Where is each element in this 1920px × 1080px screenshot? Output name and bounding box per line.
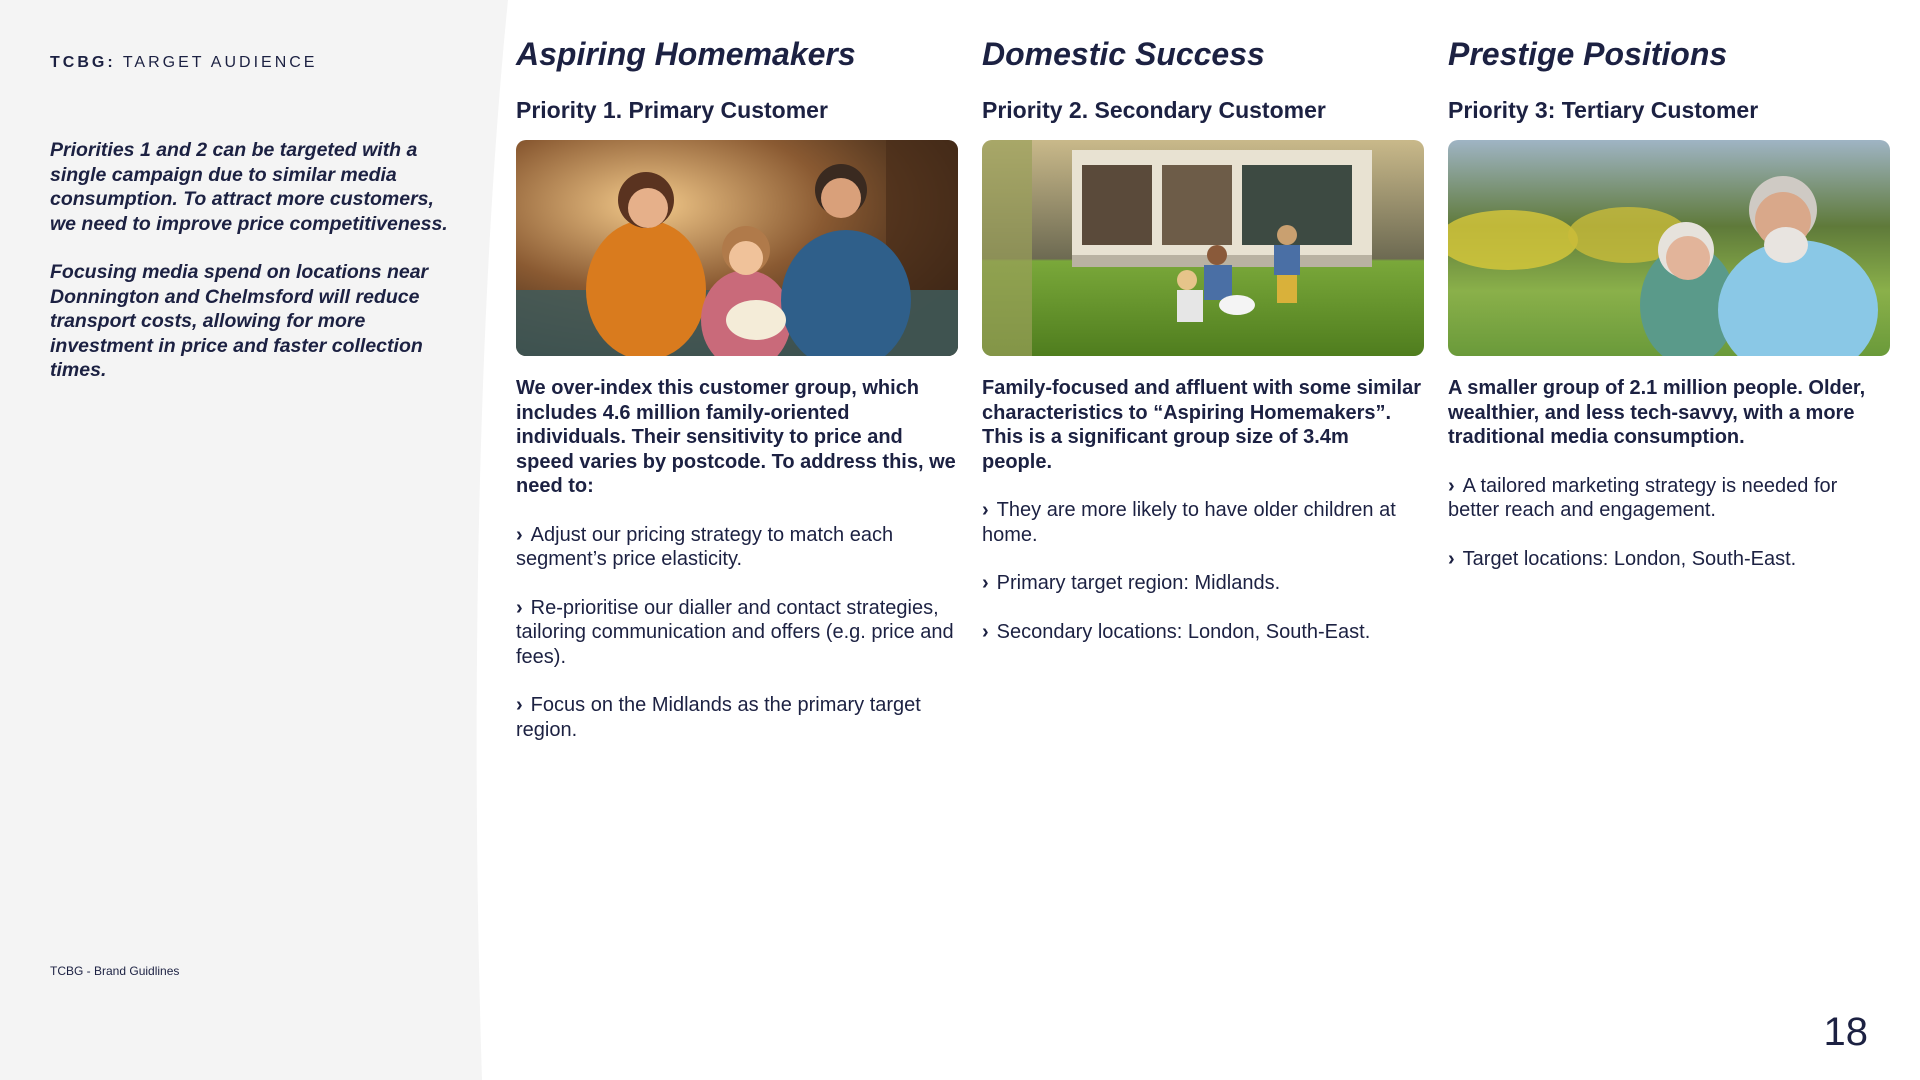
column-title: Aspiring Homemakers	[516, 36, 856, 72]
section-header	[50, 54, 317, 72]
bullet-item: › Focus on the Midlands as the primary target region.	[516, 694, 921, 741]
bullet-item: › A tailored marketing strategy is needed for better reach and engagement.	[1448, 474, 1838, 521]
footer-label: TCBG - Brand Guidlines	[50, 964, 180, 978]
column-intro: A smaller group of 2.1 million people. Older, wealthier, and less tech-savvy, with a more traditional media consumption.	[1448, 377, 1866, 448]
chevron-right-icon: ›	[982, 499, 989, 521]
summary-paragraph: Priorities 1 and 2 can be targeted with a single campaign due to similar media consumption. To attract more customers, we need to improve price competitiveness.	[50, 139, 448, 235]
chevron-right-icon: ›	[516, 523, 523, 546]
section-header-title: TARGET AUDIENCE	[115, 54, 318, 71]
chevron-right-icon: ›	[516, 596, 523, 619]
column-intro: We over-index this customer group, which includes 4.6 million family-oriented individuals. Their sensitivity to price and speed varies by postcode. To address this, we need to:	[516, 377, 956, 497]
column-priority: Priority 2. Secondary Customer	[982, 97, 1326, 123]
column-body	[982, 376, 1424, 644]
bullet-item: › Target locations: London, South-East.	[1448, 547, 1797, 570]
bullet-item: › Adjust our pricing strategy to match each segment’s price elasticity.	[516, 523, 894, 570]
chevron-right-icon: ›	[1448, 474, 1455, 497]
chevron-right-icon: ›	[982, 572, 989, 594]
chevron-right-icon: ›	[1448, 547, 1455, 570]
bullet-item: › Primary target region: Midlands.	[982, 572, 1281, 594]
column-body	[1448, 376, 1890, 571]
senior-couple-outdoors-photo	[1448, 140, 1890, 356]
column-intro: Family-focused and affluent with some similar characteristics to “Aspiring Homemakers”. This is a significant group size of 3.4m people.	[982, 377, 1421, 473]
bullet-item: › They are more likely to have older children at home.	[982, 499, 1396, 546]
audience-column-prestige-positions	[1448, 34, 1890, 595]
column-title: Domestic Success	[982, 36, 1265, 72]
audience-column-aspiring-homemakers	[516, 34, 958, 766]
family-in-garden-photo	[982, 140, 1424, 356]
audience-column-domestic-success	[982, 34, 1424, 668]
bullet-item: › Re-prioritise our dialler and contact strategies, tailoring communication and offers (e.g. price and fees).	[516, 596, 954, 668]
summary-paragraph: Focusing media spend on locations near Donnington and Chelmsford will reduce transport costs, allowing for more investment in price and faster collection times.	[50, 261, 429, 381]
column-priority: Priority 3: Tertiary Customer	[1448, 97, 1759, 123]
chevron-right-icon: ›	[516, 694, 523, 716]
sidebar-summary	[50, 138, 460, 407]
chevron-right-icon: ›	[982, 620, 989, 643]
page-number: 18	[1823, 1010, 1868, 1054]
column-body	[516, 376, 958, 742]
section-header-brand: TCBG:	[50, 54, 116, 71]
family-on-sofa-photo	[516, 140, 958, 356]
column-priority: Priority 1. Primary Customer	[516, 97, 828, 123]
column-title: Prestige Positions	[1448, 36, 1728, 72]
bullet-item: › Secondary locations: London, South-East.	[982, 620, 1371, 643]
